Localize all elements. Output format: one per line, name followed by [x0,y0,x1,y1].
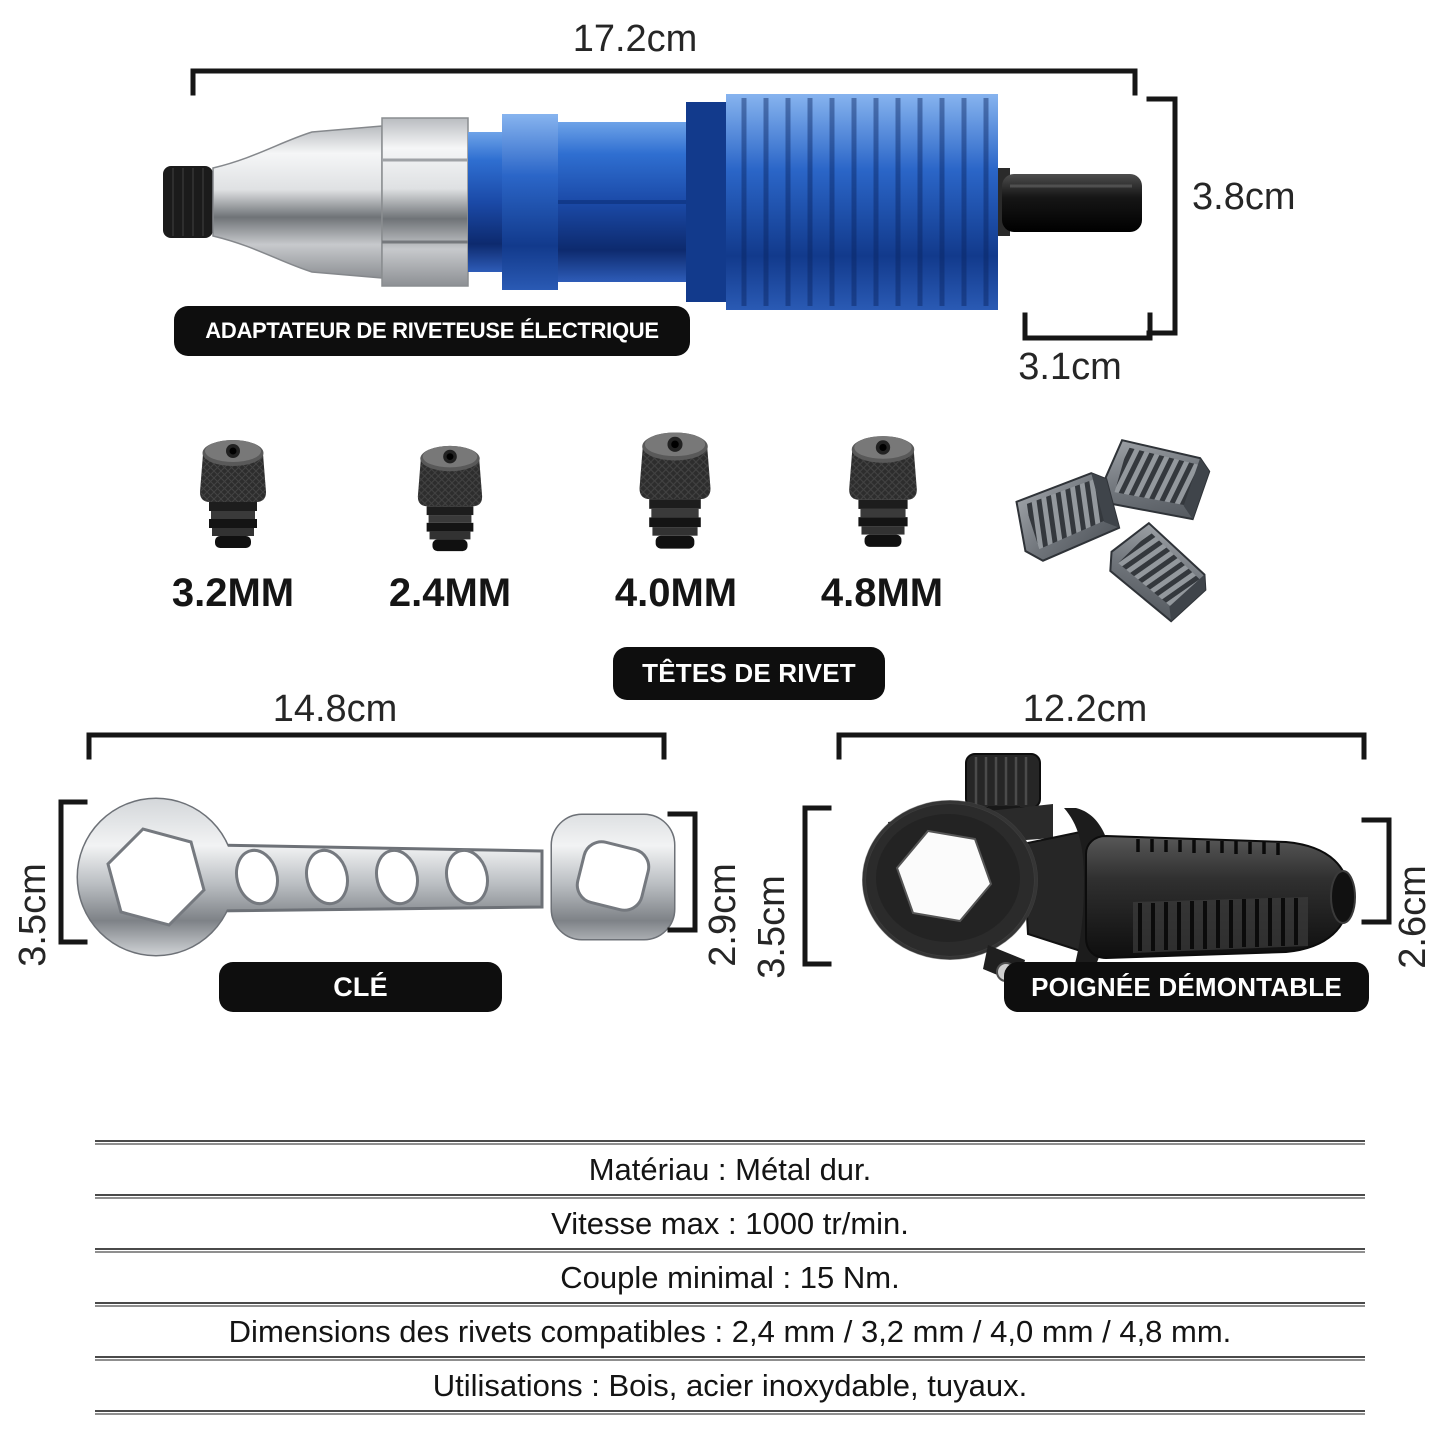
wrench-left-dim: 3.5cm [12,863,54,967]
adapter-label-pill [174,306,690,356]
spec-table [95,1140,1365,1415]
wrench-length-bracket [86,730,668,760]
adapter-tip [163,166,213,238]
rivet-nozzle-2 [410,442,490,554]
adapter-shank-dim: 3.1cm [1018,346,1122,388]
wrench-label-pill [219,962,502,1012]
rivet-nozzle-4 [842,432,924,550]
handle-label-pill [1004,962,1369,1012]
wrench-illustration [72,795,684,963]
rivet-heads-label-pill [613,647,885,700]
adapter-label-text: ADAPTATEUR DE RIVETEUSE ÉLECTRIQUE [205,318,659,343]
spec-row-material: Matériau : Métal dur. [588,1151,872,1187]
rivet-size-label-3: 4.0MM [614,571,738,615]
rivet-heads-label-text: TÊTES DE RIVET [642,658,856,688]
spec-row-speed: Vitesse max : 1000 tr/min. [551,1205,909,1241]
rivet-size-label-4: 4.8MM [820,571,944,615]
handle-left-dim: 3.5cm [751,875,793,979]
wrench-left-bracket [56,798,88,946]
adapter-hex-shank [1002,174,1142,232]
wrench-right-bracket [666,810,700,934]
wrench-right-dim: 2.9cm [702,863,744,967]
rivet-size-label-2: 2.4MM [388,571,512,615]
adapter-nose-cone [213,126,382,278]
adapter-illustration [160,90,1145,312]
wrench-length-dim: 14.8cm [272,688,398,730]
spec-row-torque: Couple minimal : 15 Nm. [560,1259,900,1295]
rivet-jaws-illustration [1012,418,1268,648]
rivet-size-label-1: 3.2MM [171,571,295,615]
handle-label-text: POIGNÉE DÉMONTABLE [1031,971,1342,1002]
spec-row-rivet-sizes: Dimensions des rivets compatibles : 2,4 mm / 3,2 mm / 4,0 mm / 4,8 mm. [228,1313,1232,1349]
handle-length-dim: 12.2cm [1022,688,1148,730]
adapter-shank-bracket [1022,312,1154,342]
adapter-height-bracket [1145,95,1179,337]
spec-row-uses: Utilisations : Bois, acier inoxydable, tuyaux. [432,1367,1028,1403]
adapter-length-dim: 17.2cm [572,18,698,60]
rivet-nozzle-3 [632,428,718,552]
adapter-height-dim: 3.8cm [1192,176,1296,218]
wrench-label-text: CLÉ [333,971,388,1002]
handle-left-bracket [800,804,832,968]
spec-divider [95,1410,1365,1415]
rivet-nozzle-1 [193,436,273,551]
handle-right-bracket [1360,816,1394,926]
adapter-hex-nut [382,118,468,286]
handle-right-dim: 2.6cm [1392,865,1434,969]
